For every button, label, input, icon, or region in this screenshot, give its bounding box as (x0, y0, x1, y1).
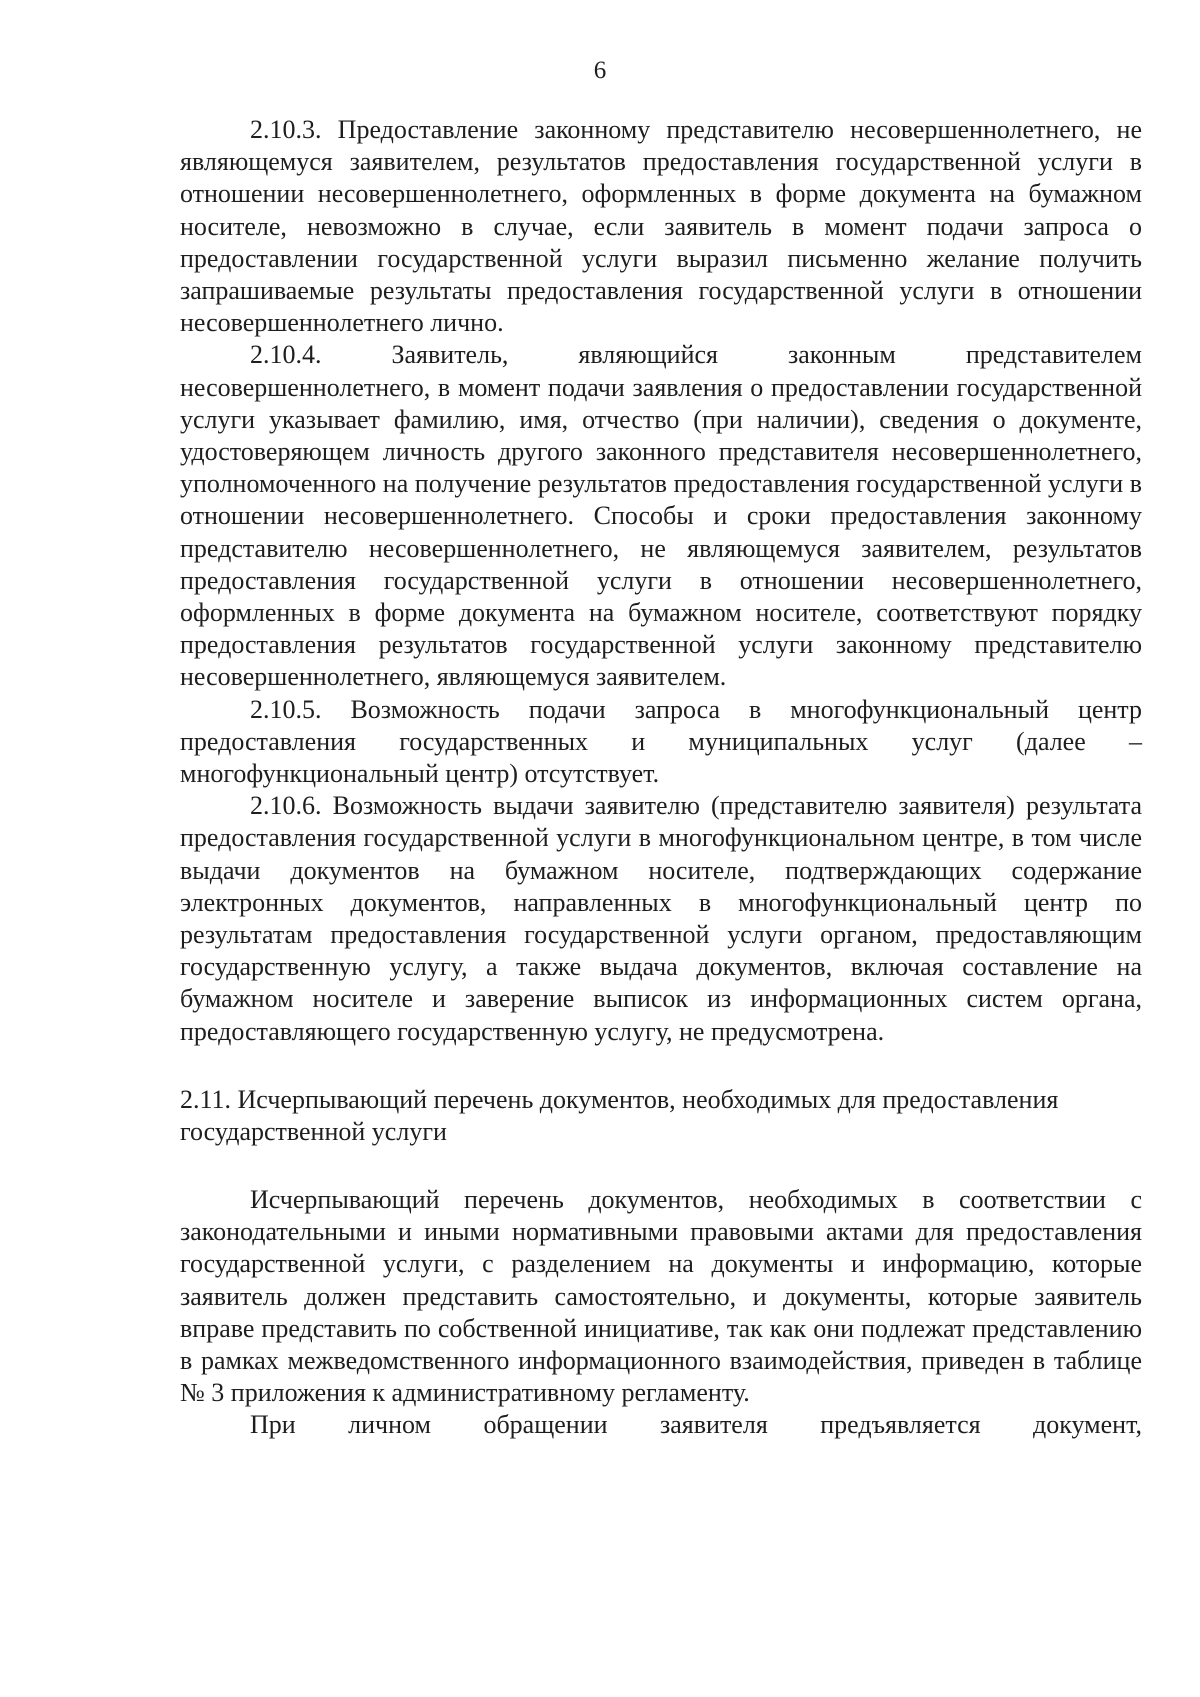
paragraph-2-10-3: 2.10.3. Предоставление законному представителю несовершеннолетнего, не являющемуся заявителем, результатов предоставления государственной услуги в отношении несовершеннолетнего, оформленных в форме документа на бумажном носителе, невозможно в случае, если заявитель в момент подачи запроса о предоставлении государственной услуги выразил письменно желание получить запрашиваемые результаты предоставления государственной услуги в отношении несовершеннолетнего лично. (180, 115, 1142, 338)
section-heading-2-11 (180, 1084, 1142, 1148)
paragraph-2-10-5: 2.10.5. Возможность подачи запроса в многофункциональный центр предоставления государственных и муниципальных услуг (далее – многофункциональный центр) отсутствует. (180, 694, 1142, 789)
section-heading-line-1: 2.11. Исчерпывающий перечень документов, необходимых для предоставления (180, 1084, 1059, 1114)
document-body (180, 114, 1142, 1442)
section-heading-line-2: государственной услуги (180, 1116, 447, 1146)
paragraph-2-11-personal-appeal: При личном обращении заявителя предъявляется документ, (250, 1410, 1142, 1440)
paragraph-2-10-6: 2.10.6. Возможность выдачи заявителю (представителю заявителя) результата предоставления государственной услуги в многофункциональном центре, в том числе выдачи документов на бумажном носителе, подтверждающих содержание электронных документов, направленных в многофункциональный центр по результатам предоставления государственной услуги органом, предоставляющим государственную услугу, а также выдача документов, включая составление на бумажном носителе и заверение выписок из информационных систем органа, предоставляющего государственную услугу, не предусмотрена. (180, 791, 1142, 1046)
page-number: 6 (593, 57, 607, 84)
paragraph-2-11-documents-list: Исчерпывающий перечень документов, необходимых в соответствии с законодательными и иными нормативными правовыми актами для предоставления государственной услуги, с разделением на документы и информацию, которые заявитель должен представить самостоятельно, и документы, которые заявитель вправе представить по собственной инициативе, так как они подлежат представлению в рамках межведомственного информационного взаимодействия, приведен в таблице № 3 приложения к административному регламенту. (180, 1184, 1142, 1408)
paragraph-2-10-4: 2.10.4. Заявитель, являющийся законным представителем несовершеннолетнего, в момент подачи заявления о предоставлении государственной услуги указывает фамилию, имя, отчество (при наличии), сведения о документе, удостоверяющем личность другого законного представителя несовершеннолетнего, уполномоченного на получение результатов предоставления государственной услуги в отношении несовершеннолетнего. Способы и сроки предоставления законному представителю несовершеннолетнего, не являющемуся заявителем, результатов предоставления государственной услуги в отношении несовершеннолетнего, оформленных в форме документа на бумажном носителе, соответствуют порядку предоставления результатов государственной услуги законному представителю несовершеннолетнего, являющемуся заявителем. (180, 340, 1142, 692)
